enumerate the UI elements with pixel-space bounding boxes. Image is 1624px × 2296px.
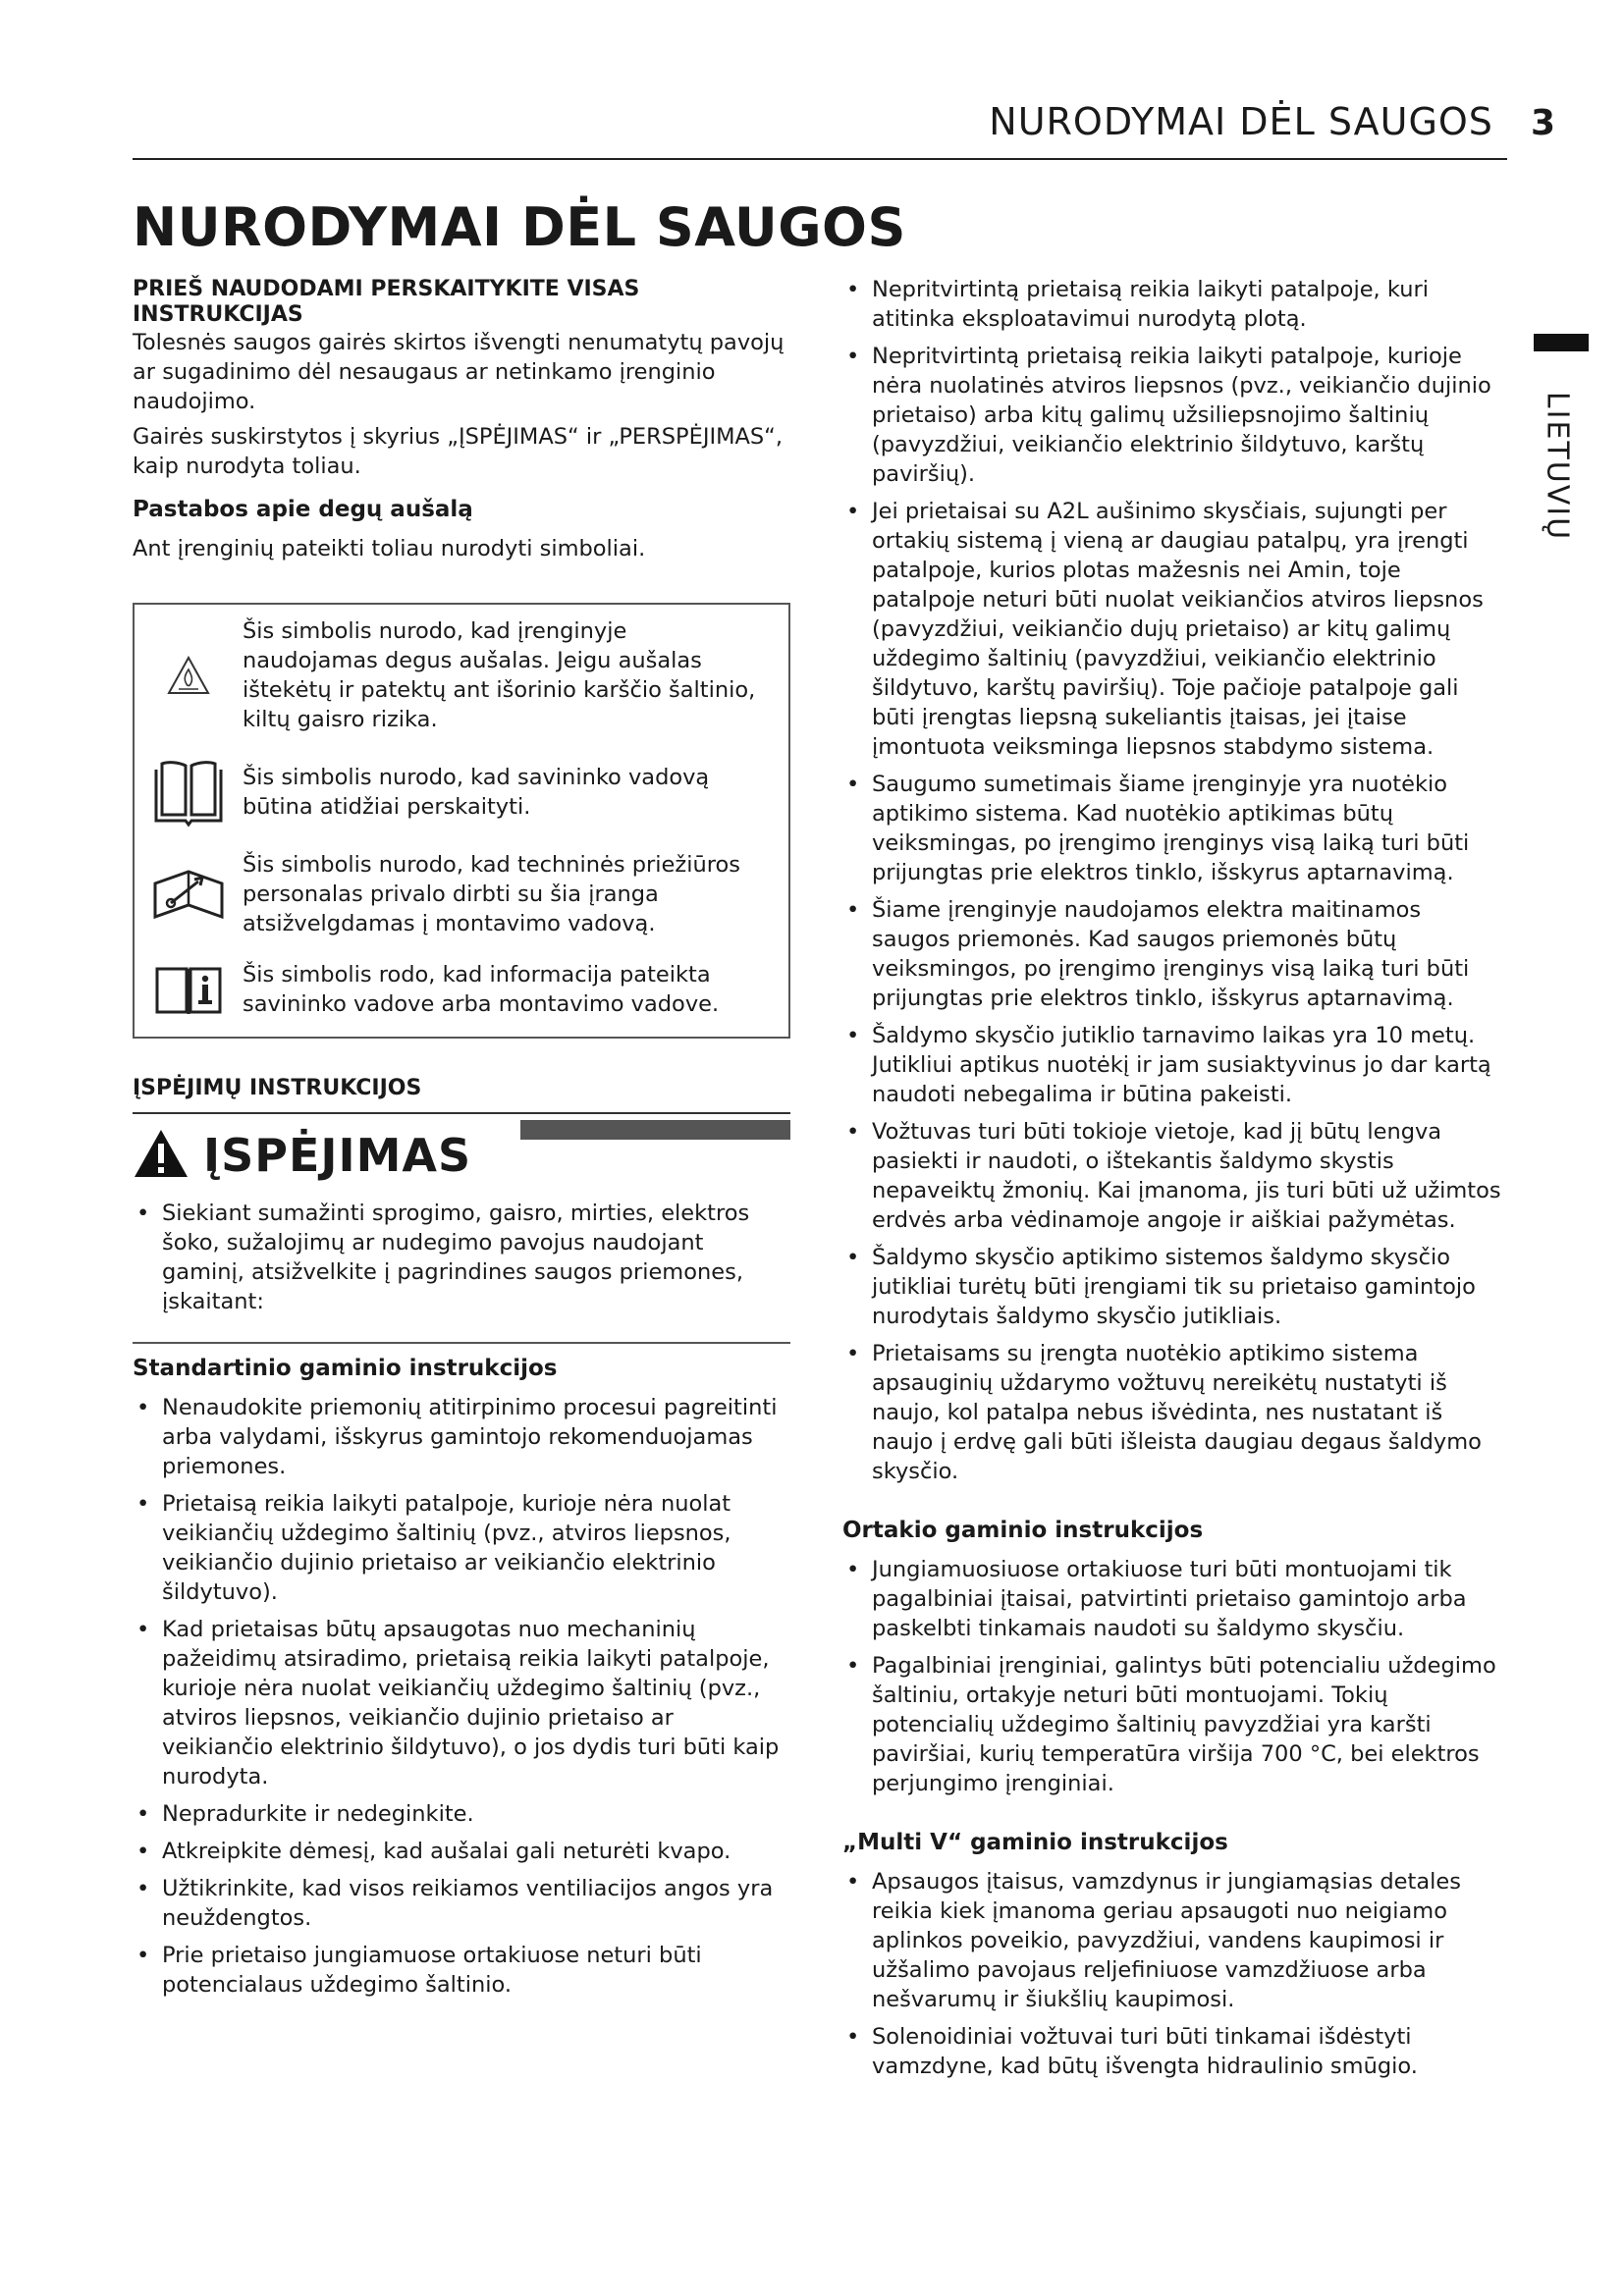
list-item: • Nepritvirtintą prietaisą reikia laikyti patalpoje, kurioje nėra nuolatinės atviros liepsnos (pvz., veikiančio dujinio prietaiso) arba kitų galimų užsiliepsnojimo šaltinių (pavyzdžiui, veikiančio elektrinio šildytuvo, karštų paviršių). [842,342,1505,489]
list-item: • Jungiamuosiuose ortakiuose turi būti montuojami tik pagalbiniai įtaisai, patvirtinti prietaiso gamintojo arba paskelbti tinkamais naudoti su šaldymo skysčiu. [842,1555,1505,1643]
duct-list [842,1555,1505,1798]
warning-word: ĮSPĖJIMAS [203,1129,472,1182]
list-item: • Solenoidiniai vožtuvai turi būti tinkamai išdėstyti vamzdyne, kad būtų išvengta hidraulinio smūgio. [842,2022,1505,2081]
flammable-warning-icon [135,656,243,695]
list-item: • Pagalbiniai įrenginiai, galintys būti potencialiu uždegimo šaltiniu, ortakyje neturi būti montuojami. Tokių potencialių uždegimo šaltinių pavyzdžiai yra karšti paviršiai, kurių temperatūra viršija 700 °C, bei elektros perjungimo įrenginiai. [842,1651,1505,1798]
standard-heading: Standartinio gaminio instrukcijos [133,1356,558,1381]
symbol-row [135,756,769,828]
service-manual-icon [135,864,243,925]
symbol-box [133,603,790,1039]
side-tab-label [1528,378,1587,555]
warnings-heading: ĮSPĖJIMŲ INSTRUKCIJOS [133,1076,790,1114]
info-manual-icon [135,963,243,1016]
intro-paragraph: Tolesnės saugos gairės skirtos išvengti nenumatytų pavojų ar sugadinimo dėl nesaugaus ar netinkamo įrenginio naudojimo. [133,330,785,414]
left-column [133,277,790,2007]
list-item: • Vožtuvas turi būti tokioje vietoje, kad jį būtų lengva pasiekti ir naudoti, o ištekantis šaldymo skystis nepaveiktų žmonių. Kai įmanoma, jis turi būti už užimtos erdvės arba vėdinamoje angoje ir aiškiai pažymėtas. [842,1117,1505,1235]
side-tab-text: LIETUVIŲ [1540,391,1575,542]
list-item: • Nenaudokite priemonių atitirpinimo procesui pagreitinti arba valydami, išskyrus gamintojo rekomenduojamas priemones. [133,1393,790,1481]
symbol-text: Šis simbolis nurodo, kad įrenginyje naudojamas degus aušalas. Jeigu aušalas ištekėtų ir patektų ant išorinio karščio šaltinio, kiltų gaisro rizika. [243,618,756,732]
symbol-text: Šis simbolis nurodo, kad techninės priežiūros personalas privalo dirbti su šia įranga atsižvelgdamas į montavimo vadovą. [243,852,740,936]
header-rule [133,158,1507,160]
intro-paragraph: Gairės suskirstytos į skyrius „ĮSPĖJIMAS“ ir „PERSPĖJIMAS“, kaip nurodyta toliau. [133,424,783,479]
list-item: • Šaldymo skysčio aptikimo sistemos šaldymo skysčio jutikliai turėtų būti įrengiami tik su prietaiso gamintojo nurodytais šaldymo skysčio jutikliais. [842,1243,1505,1331]
list-item: • Saugumo sumetimais šiame įrenginyje yra nuotėkio aptikimo sistema. Kad nuotėkio aptikimas būtų veiksmingas, po įrengimo įrenginys visą laiką turi būti prijungtas prie elektros tinklo, išskyrus aptarnavimą. [842,770,1505,887]
multiv-heading: „Multi V“ gaminio instrukcijos [842,1830,1228,1855]
list-item: • Siekiant sumažinti sprogimo, gaisro, mirties, elektros šoko, sužalojimų ar nudegimo pavojus naudojant gaminį, atsižvelkite į pagrindines saugos priemones, įskaitant: [133,1199,790,1316]
list-item: • Prie prietaiso jungiamuose ortakiuose neturi būti potencialaus uždegimo šaltinio. [133,1941,790,2000]
list-item: • Atkreipkite dėmesį, kad aušalai gali neturėti kvapo. [133,1837,790,1866]
symbol-text: Šis simbolis nurodo, kad savininko vadovą būtina atidžiai perskaityti. [243,765,710,820]
list-item: • Nepradurkite ir nedeginkite. [133,1799,790,1829]
list-item: • Apsaugos įtaisus, vamzdynus ir jungiamąsias detales reikia kiek įmanoma geriau apsaugoti nuo neigiamo aplinkos poveikio, pavyzdžiui, vandens kaupimosi ir užšalimo pavojaus reljefiniuose vamzdžiuose arba nešvarumų ir šiukšlių kaupimosi. [842,1867,1505,2014]
symbol-text: Šis simbolis rodo, kad informacija pateikta savininko vadove arba montavimo vadove. [243,962,720,1017]
duct-heading: Ortakio gaminio instrukcijos [842,1518,1204,1543]
multiv-list [842,1867,1505,2081]
warning-triangle-icon [133,1128,189,1183]
symbol-row [135,960,769,1019]
flammable-text: Ant įrenginių pateikti toliau nurodyti simboliai. [133,536,646,561]
list-item: • Kad prietaisas būtų apsaugotas nuo mechaninių pažeidimų atsiradimo, prietaisą reikia laikyti patalpoje, kurioje nėra nuolat veikiančių uždegimo šaltinių (pvz., atviros liepsnos, veikiančio dujinio prietaiso ar veikiančio elektrinio šildytuvo), o jos dydis turi būti kaip nurodyta. [133,1615,790,1791]
list-item: • Užtikrinkite, kad visos reikiamos ventiliacijos angos yra neuždengtos. [133,1874,790,1933]
running-header-title: NURODYMAI DĖL SAUGOS [989,100,1493,143]
symbol-row [135,850,769,938]
intro-heading: PRIEŠ NAUDODAMI PERSKAITYKITE VISAS INSTRUKCIJAS [133,277,640,327]
list-item: • Nepritvirtintą prietaisą reikia laikyti patalpoje, kuri atitinka eksploatavimui nurodytą plotą. [842,275,1505,334]
list-item: • Prietaisams su įrengta nuotėkio aptikimo sistema apsauginių uždarymo vožtuvų nereikėtų nustatyti iš naujo, kol patalpa nebus išvėdinta, nes nustatant iš naujo į erdvę gali būti išleista daugiau degaus šaldymo skysčio. [842,1339,1505,1486]
warning-bar [520,1120,790,1140]
manual-book-icon [135,756,243,828]
flammable-heading: Pastabos apie degų aušalą [133,497,473,522]
right-list [842,275,1505,1486]
symbol-row [135,616,769,734]
standard-list [133,1393,790,2000]
list-item: • Šiame įrenginyje naudojamos elektra maitinamos saugos priemonės. Kad saugos priemonės būtų veiksmingos, po įrengimo įrenginys visą laiką turi būti prijungtas prie elektros tinklo, išskyrus aptarnavimą. [842,895,1505,1013]
page-title: NURODYMAI DĖL SAUGOS [133,196,906,258]
list-item: • Jei prietaisai su A2L aušinimo skysčiais, sujungti per ortakių sistemą į vieną ar daugiau patalpų, yra įrengti patalpoje, kurios plotas mažesnis nei Amin, toje patalpoje neturi būti nuolat veikiančios atviros liepsnos (pavyzdžiui, veikiančio dujų prietaiso) ar kitų galimų uždegimo šaltinių (pavyzdžiui, veikiančio elektrinio šildytuvo, karštų paviršių). Toje pačioje patalpoje gali būti įrengtas liepsną sukeliantis įtaisas, jei įtaise įmontuota veiksminga liepsnos stabdymo sistema. [842,497,1505,762]
warning-banner [133,1126,790,1185]
list-item: • Prietaisą reikia laikyti patalpoje, kurioje nėra nuolat veikiančių uždegimo šaltinių (pvz., atviros liepsnos, veikiančio dujinio prietaiso ar veikiančio elektrinio šildytuvo). [133,1489,790,1607]
list-item: • Šaldymo skysčio jutiklio tarnavimo laikas yra 10 metų. Jutikliui aptikus nuotėkį ir jam susiaktyvinus jo dar kartą naudoti nebegalima ir būtina pakeisti. [842,1021,1505,1109]
side-tab-marker [1534,334,1589,351]
page-number: 3 [1530,103,1556,143]
warning-intro-list [133,1199,790,1316]
running-header [0,100,1556,143]
right-column [842,275,1505,2089]
section-divider [133,1342,790,1344]
